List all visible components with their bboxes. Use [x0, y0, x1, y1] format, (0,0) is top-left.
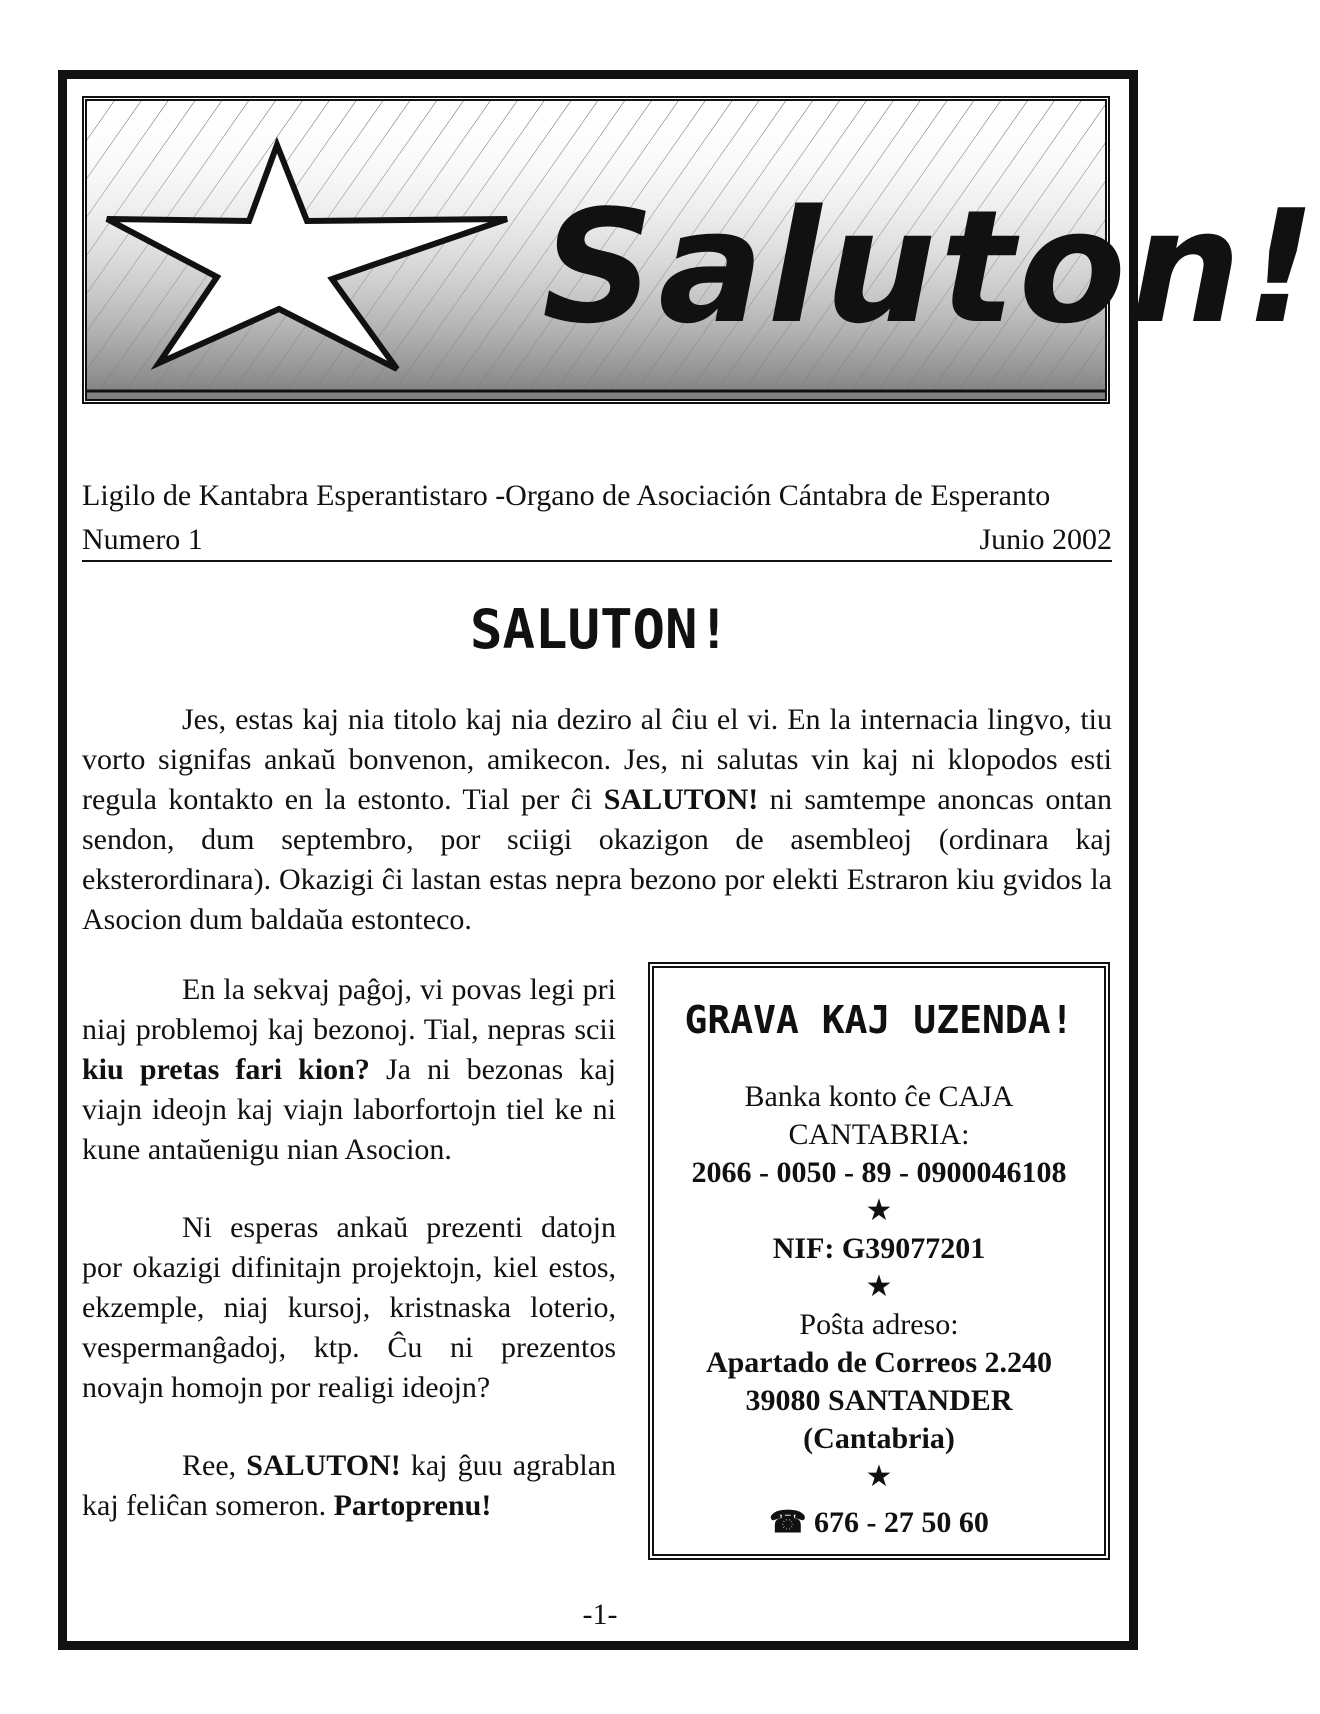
paragraph-projects: Ni esperas ankaŭ prezenti datojn por okazigi difinitajn projektojn, kiel estos, ekzemple, niaj kursoj, kristnaska loterio, vespermanĝadoj, ktp. Ĉu ni prezentos novajn homojn por realigi ideojn?: [82, 1211, 616, 1404]
star-icon: ★: [865, 1194, 893, 1227]
address-line-2: 39080 SANTANDER: [745, 1384, 1013, 1417]
phone-number: 676 - 27 50 60: [813, 1506, 989, 1539]
info-box-title: GRAVA KAJ UZENDA!: [684, 998, 1074, 1042]
issue-number: Numero 1: [82, 523, 203, 556]
paragraph-needs: En la sekvaj paĝoj, vi povas legi pri niaj problemoj kaj bezonoj. Tial, nepras scii kiu pretas fari kion? Ja ni bezonas kaj viajn ideojn kaj viajn laborfortojn tiel ke ni kune antaŭenigu nian Asocion.: [82, 973, 616, 1166]
address-line-3: (Cantabria): [803, 1422, 955, 1455]
info-box: [648, 962, 1110, 1560]
title-banner: [82, 96, 1320, 404]
masthead-subtitle: Ligilo de Kantabra Esperantistaro -Organo de Asociación Cántabra de Esperanto: [82, 479, 1051, 512]
issue-date: Junio 2002: [979, 523, 1112, 556]
bank-line-1: Banka konto ĉe CAJA: [744, 1080, 1014, 1113]
bank-account: 2066 - 0050 - 89 - 0900046108: [691, 1156, 1067, 1189]
phone-line: [654, 1504, 1104, 1542]
star-icon: ★: [865, 1270, 893, 1303]
left-column: [82, 970, 616, 1564]
banner-logo-text: Saluton!: [542, 176, 1320, 358]
issue-line: [82, 522, 1112, 562]
paragraph-closing: Ree, SALUTON! kaj ĝuu agrablan kaj feliĉan someron. Partoprenu!: [82, 1449, 617, 1522]
postal-label: Poŝta adreso:: [799, 1308, 959, 1341]
star-icon: ★: [865, 1460, 893, 1493]
intro-paragraph: Jes, estas kaj nia titolo kaj nia deziro al ĉiu el vi. En la internacia lingvo, tiu vorto signifas ankaŭ bonvenon, amikecon. Jes, ni salutas vin kaj ni klopodos esti regula kontakto en la estonto. Tial per ĉi SALUTON! ni samtempe anoncas ontan sendon, dum septembro, por sciigi okazigon de asembleoj (ordinara kaj eksterordinara). Okazigi ĉi lastan estas nepra bezono por elekti Estraron kiu gvidos la Asocion dum baldaŭa estonteco.: [82, 703, 1112, 936]
page-number: -1-: [582, 1598, 618, 1631]
bank-line-2: CANTABRIA:: [788, 1118, 970, 1151]
address-line-1: Apartado de Correos 2.240: [705, 1346, 1053, 1379]
nif-number: NIF: G39077201: [772, 1232, 986, 1265]
article-headline: SALUTON!: [469, 598, 731, 661]
phone-icon: ☎: [769, 1506, 807, 1539]
